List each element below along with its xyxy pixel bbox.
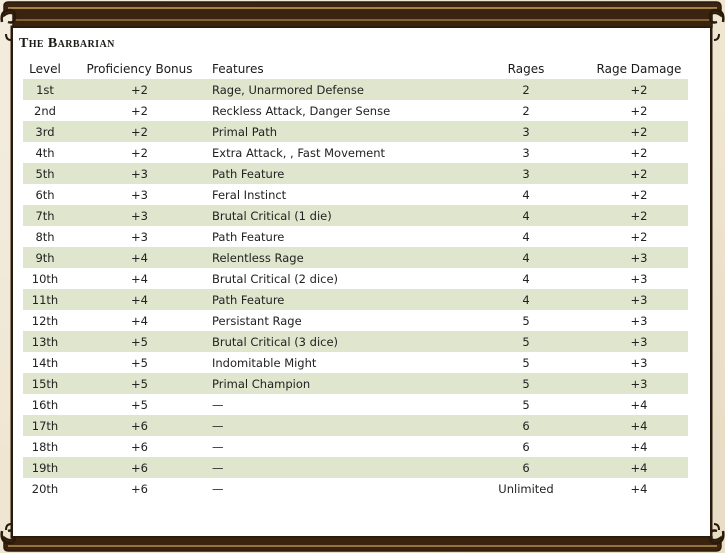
level-cell: 9th [23, 247, 67, 268]
rages-cell: 6 [462, 457, 590, 478]
level-cell: 14th [31, 355, 59, 370]
features-cell: — [212, 439, 224, 454]
features-cell: Indomitable Might [212, 355, 317, 370]
proficiency-cell: +4 [67, 289, 212, 310]
table-row [23, 457, 688, 478]
rage-damage-cell: +2 [590, 79, 688, 100]
table-row [23, 478, 688, 499]
rage-damage-cell: +2 [590, 205, 688, 226]
rage-damage-cell: +3 [590, 289, 688, 310]
header-row [23, 58, 688, 79]
rages-cell: 4 [522, 187, 530, 202]
barbarian-table [23, 58, 688, 499]
features-cell: Path Feature [212, 289, 462, 310]
features-cell: — [212, 481, 224, 496]
rages-cell: 3 [462, 163, 590, 184]
table-row [23, 79, 688, 100]
features-cell: Brutal Critical (1 die) [212, 205, 462, 226]
features-cell: Relentless Rage [212, 247, 462, 268]
rage-damage-cell: +2 [630, 187, 648, 202]
proficiency-cell: +6 [67, 415, 212, 436]
proficiency-cell: +6 [67, 457, 212, 478]
table-row [23, 352, 688, 373]
rages-cell: 5 [462, 373, 590, 394]
proficiency-cell: +5 [67, 331, 212, 352]
rage-damage-cell: +3 [590, 373, 688, 394]
level-cell: 7th [23, 205, 67, 226]
table-row [23, 289, 688, 310]
proficiency-cell: +5 [131, 397, 148, 412]
rages-cell: 6 [522, 439, 530, 454]
table-row [23, 184, 688, 205]
table-row [23, 331, 688, 352]
rages-cell: 4 [462, 205, 590, 226]
features-cell: Brutal Critical (2 dice) [212, 271, 339, 286]
rages-cell: 3 [462, 121, 590, 142]
rages-cell: 5 [522, 313, 530, 328]
rages-cell: 4 [462, 289, 590, 310]
rage-damage-cell: +3 [590, 247, 688, 268]
features-cell: Path Feature [212, 229, 285, 244]
proficiency-cell: +5 [67, 373, 212, 394]
features-cell: — [212, 415, 462, 436]
features-cell: — [212, 397, 224, 412]
features-cell: Rage, Unarmored Defense [212, 79, 462, 100]
proficiency-cell: +3 [131, 229, 148, 244]
features-cell: Brutal Critical (3 dice) [212, 331, 462, 352]
column-header-rages: Rages [507, 61, 545, 76]
proficiency-cell: +6 [131, 481, 148, 496]
table-row [23, 100, 688, 121]
table-row [23, 310, 688, 331]
table-row [23, 247, 688, 268]
rages-cell: 4 [522, 271, 530, 286]
rages-cell: 5 [522, 397, 530, 412]
level-cell: 6th [35, 187, 55, 202]
column-header-proficiency: Proficiency Bonus [86, 61, 193, 76]
rage-damage-cell: +2 [590, 163, 688, 184]
features-cell: Primal Path [212, 121, 462, 142]
rage-damage-cell: +2 [590, 121, 688, 142]
rages-cell: Unlimited [498, 481, 554, 496]
level-cell: 8th [35, 229, 55, 244]
rages-cell: 6 [462, 415, 590, 436]
table-title: The Barbarian [19, 36, 115, 51]
level-cell: 18th [31, 439, 59, 454]
level-cell: 16th [31, 397, 59, 412]
column-header-features: Features [212, 61, 264, 76]
features-cell: Path Feature [212, 163, 462, 184]
table-row [23, 163, 688, 184]
level-cell: 12th [31, 313, 59, 328]
rage-damage-cell: +3 [630, 313, 648, 328]
rage-damage-cell: +3 [630, 271, 648, 286]
rage-damage-cell: +4 [630, 481, 648, 496]
proficiency-cell: +3 [67, 163, 212, 184]
level-cell: 20th [31, 481, 59, 496]
table-row [23, 268, 688, 289]
rage-damage-cell: +2 [630, 145, 648, 160]
proficiency-cell: +3 [67, 205, 212, 226]
table-row [23, 121, 688, 142]
proficiency-cell: +6 [131, 439, 148, 454]
level-cell: 10th [31, 271, 59, 286]
rage-damage-cell: +4 [630, 397, 648, 412]
rage-damage-cell: +2 [630, 229, 648, 244]
rage-damage-cell: +2 [630, 103, 648, 118]
rage-damage-cell: +4 [630, 439, 648, 454]
level-cell: 5th [23, 163, 67, 184]
level-cell: 3rd [23, 121, 67, 142]
rages-cell: 5 [522, 355, 530, 370]
proficiency-cell: +3 [131, 187, 148, 202]
level-cell: 11th [23, 289, 67, 310]
rage-damage-cell: +3 [590, 331, 688, 352]
table-row [23, 415, 688, 436]
table-row [23, 205, 688, 226]
rages-cell: 4 [462, 247, 590, 268]
level-cell: 1st [23, 79, 67, 100]
proficiency-cell: +4 [67, 247, 212, 268]
proficiency-cell: +2 [67, 79, 212, 100]
table-row [23, 436, 688, 457]
proficiency-cell: +2 [67, 121, 212, 142]
rage-damage-cell: +4 [590, 457, 688, 478]
features-cell: — [212, 457, 462, 478]
table-row [23, 226, 688, 247]
rages-cell: 2 [462, 79, 590, 100]
proficiency-cell: +5 [131, 355, 148, 370]
level-cell: 4th [35, 145, 55, 160]
features-cell: Reckless Attack, Danger Sense [212, 103, 391, 118]
level-cell: 17th [23, 415, 67, 436]
rage-damage-cell: +3 [630, 355, 648, 370]
table-row [23, 142, 688, 163]
table-row [23, 373, 688, 394]
column-header-level: Level [29, 61, 61, 76]
column-header-rage-damage: Rage Damage [596, 61, 682, 76]
level-cell: 2nd [34, 103, 56, 118]
proficiency-cell: +4 [131, 271, 148, 286]
rage-damage-cell: +4 [590, 415, 688, 436]
proficiency-cell: +4 [131, 313, 148, 328]
level-cell: 15th [23, 373, 67, 394]
features-cell: Feral Instinct [212, 187, 287, 202]
level-cell: 19th [23, 457, 67, 478]
features-cell: Persistant Rage [212, 313, 302, 328]
features-cell: Extra Attack, , Fast Movement [212, 145, 386, 160]
rages-cell: 2 [522, 103, 530, 118]
rages-cell: 4 [522, 229, 530, 244]
proficiency-cell: +2 [131, 145, 148, 160]
table-row [23, 394, 688, 415]
level-cell: 13th [23, 331, 67, 352]
rages-cell: 3 [522, 145, 530, 160]
proficiency-cell: +2 [131, 103, 148, 118]
rages-cell: 5 [462, 331, 590, 352]
features-cell: Primal Champion [212, 373, 462, 394]
